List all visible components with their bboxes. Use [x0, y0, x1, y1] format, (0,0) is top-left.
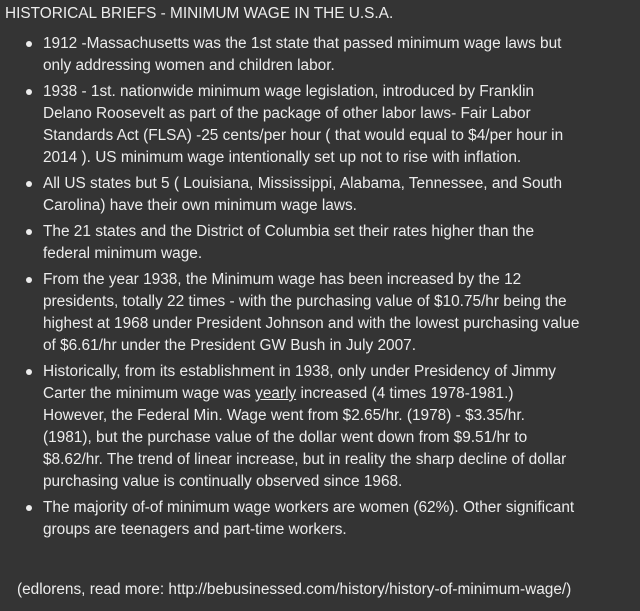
- list-item-line: [43, 383, 632, 405]
- list-item-line: From the year 1938, the Minimum wage has been increased by the 12: [43, 271, 522, 288]
- list-item: [0, 361, 640, 493]
- bullet-dot-icon: [26, 89, 32, 95]
- page-title: HISTORICAL BRIEFS - MINIMUM WAGE IN THE U.S.A.: [5, 5, 394, 22]
- list-item: [0, 269, 640, 357]
- list-item-line: highest at 1968 under President Johnson and with the lowest purchasing value: [43, 315, 580, 332]
- list-item-line: The 21 states and the District of Columbia set their rates higher than the: [43, 223, 535, 240]
- list-item-line: purchasing value is continually observed since 1968.: [43, 473, 403, 490]
- list-item-line: federal minimum wage.: [43, 245, 203, 262]
- source-credit: (edlorens, read more: http://bebusinessed.com/history/history-of-minimum-wage/): [17, 581, 572, 598]
- bullet-dot-icon: [26, 41, 32, 47]
- list-item-line: All US states but 5 ( Louisiana, Mississippi, Alabama, Tennessee, and South: [43, 175, 563, 192]
- underlined-word: yearly: [255, 385, 297, 402]
- list-item-line: Standards Act (FLSA) -25 cents/per hour ( that would equal to $4/per hour in: [43, 127, 564, 144]
- list-item-line: only addressing women and children labor.: [43, 57, 335, 74]
- list-item-line: 2014 ). US minimum wage intentionally set up not to rise with inflation.: [43, 149, 522, 166]
- list-item-line: $8.62/hr. The trend of linear increase, but in reality the sharp decline of dollar: [43, 451, 567, 468]
- text-segment: increased (4 times 1978-1981.): [296, 385, 514, 402]
- bullet-dot-icon: [26, 369, 32, 375]
- bullet-dot-icon: [26, 229, 32, 235]
- list-item: [0, 221, 640, 265]
- list-item-line: (1981), but the purchase value of the dollar went down from $9.51/hr to: [43, 429, 528, 446]
- list-item-line: 1912 -Massachusetts was the 1st state that passed minimum wage laws but: [43, 35, 562, 52]
- list-item: [0, 173, 640, 217]
- list-item-line: The majority of-of minimum wage workers are women (62%). Other significant: [43, 499, 575, 516]
- list-item-line: groups are teenagers and part-time workers.: [43, 521, 347, 538]
- bullet-list: [0, 33, 640, 545]
- text-segment: Carter the minimum wage was: [43, 385, 256, 402]
- list-item-line: Delano Roosevelt as part of the package of other labor laws- Fair Labor: [43, 105, 531, 122]
- list-item-line: Historically, from its establishment in 1938, only under Presidency of Jimmy: [43, 363, 556, 380]
- list-item: [0, 33, 640, 77]
- list-item-line: presidents, totally 22 times - with the purchasing value of $10.75/hr being the: [43, 293, 567, 310]
- list-item: [0, 81, 640, 169]
- bullet-dot-icon: [26, 505, 32, 511]
- list-item-line: 1938 - 1st. nationwide minimum wage legislation, introduced by Franklin: [43, 83, 535, 100]
- list-item-line: of $6.61/hr under the President GW Bush in July 2007.: [43, 337, 417, 354]
- bullet-dot-icon: [26, 181, 32, 187]
- list-item: [0, 497, 640, 541]
- bullet-dot-icon: [26, 277, 32, 283]
- list-item-line: Carolina) have their own minimum wage laws.: [43, 197, 357, 214]
- list-item-line: However, the Federal Min. Wage went from $2.65/hr. (1978) - $3.35/hr.: [43, 407, 525, 424]
